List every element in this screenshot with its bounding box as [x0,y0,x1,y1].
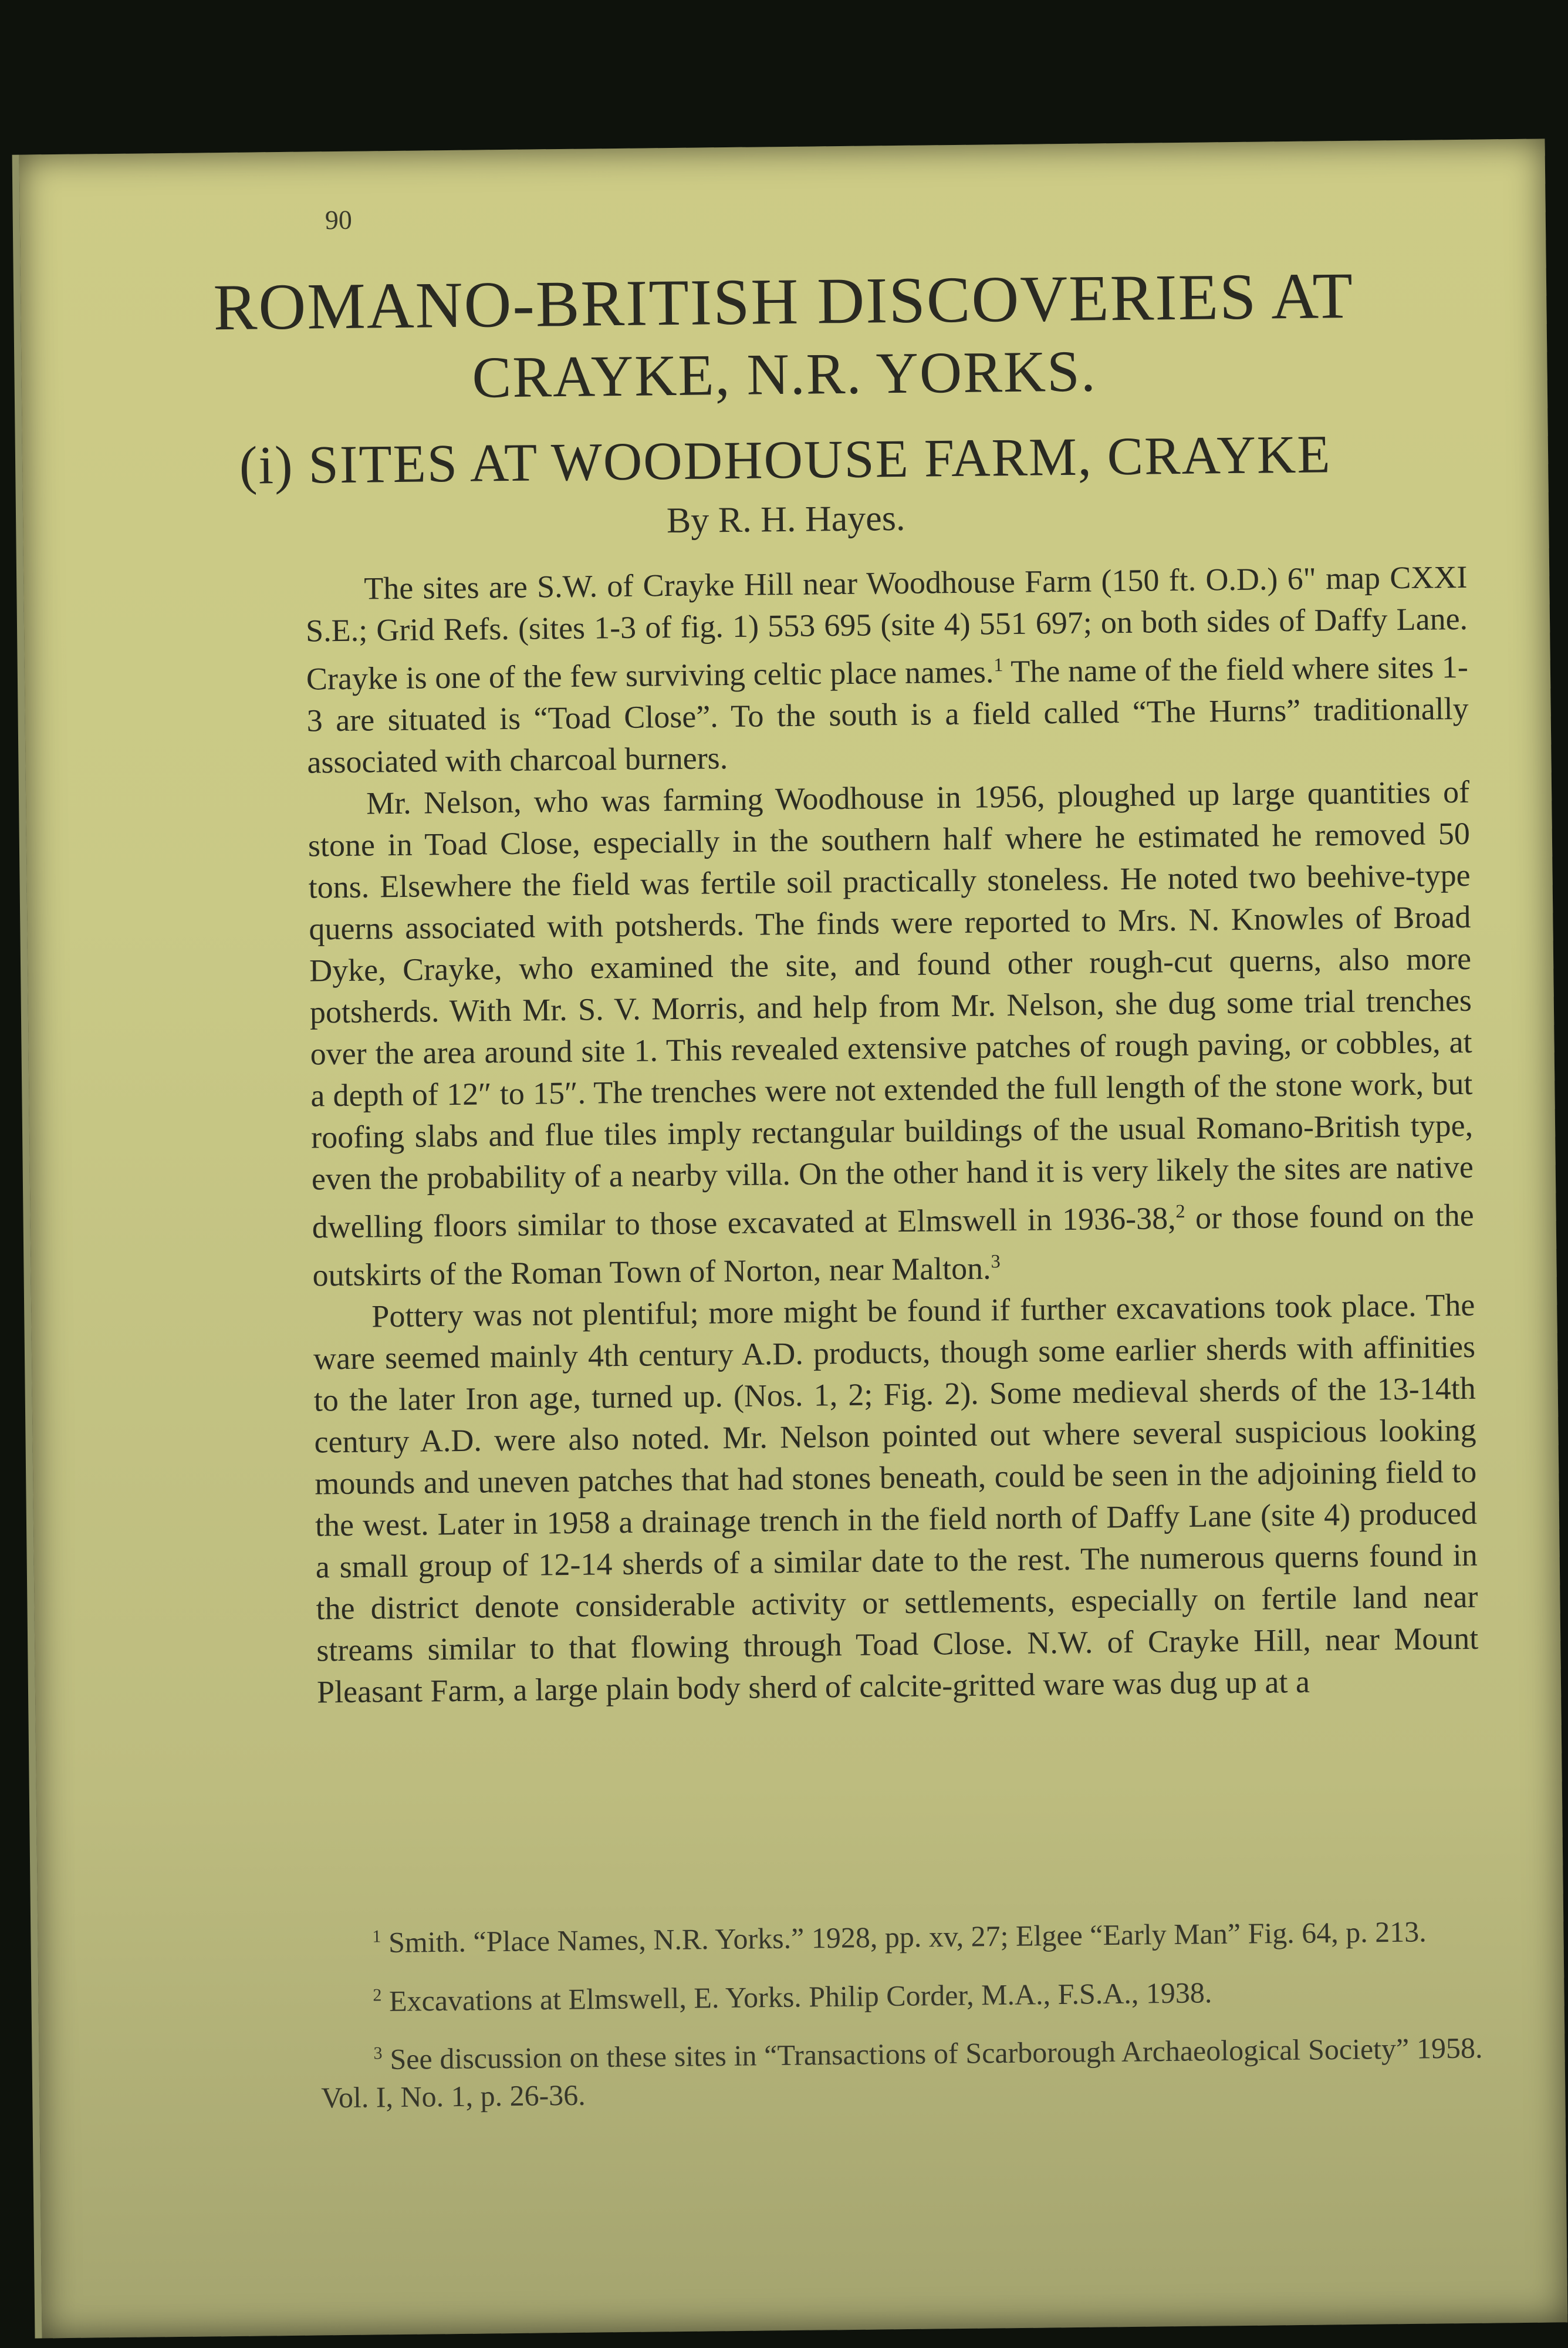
footnote-mark: 1 [372,1927,381,1946]
paragraph-text: The sites are S.W. of Crayke Hill near Woodhouse Farm (150 ft. O.D.) 6" map CXXI S.E.; Grid Refs. (sites 1-3 of fig. 1) 553 695 (site 4) 551 697; on both sides of Daffy Lane. Crayke is one of the few surviving celtic place names. [305,559,1468,697]
section-subtitle: (i) SITES AT WOODHOUSE FARM, CRAYKE [239,424,1332,495]
article-title-line-2: CRAYKE, N.R. YORKS. [471,338,1097,410]
footnote-text: See discussion on these sites in “Transactions of Scarborough Archaeological Society” 1958. Vol. I, No. 1, p. 26-36. [320,2031,1483,2114]
paragraph [313,1284,1479,1713]
paragraph [305,556,1469,784]
footnote-text: Excavations at Elmswell, E. Yorks. Philip Corder, M.A., F.S.A., 1938. [381,1975,1212,2018]
footnote [319,1907,1482,1962]
footnote [320,1965,1482,2020]
paragraph-text: The name of the field where sites 1-3 are situated is “Toad Close”. To the south is a field called “The Hurns” traditionally associated with charcoal burners. [306,649,1469,780]
article-title-line-1: ROMANO-BRITISH DISCOVERIES AT [212,259,1354,345]
page-number: 90 [325,204,353,235]
footnote [320,2023,1483,2116]
paragraph-text: Mr. Nelson, who was farming Woodhouse in 1956, ploughed up large quantities of stone in Toad Close, especially in the southern half where he estimated he removed 50 tons. Elsewhere the field was fertile soil practically stoneless. He noted two beehive-type querns associated with potsherds. The finds were reported to Mrs. N. Knowles of Broad Dyke, Crayke, who examined the site, and found other rough-cut querns, also more potsherds. With Mr. S. V. Morris, and help from Mr. Nelson, she dug some trial trenches over the area around site 1. This revealed extensive patches of rough paving, or cobbles, at a depth of 12″ to 15″. The trenches were not extended the full length of the stone work, but roofing slabs and flue tiles imply rectangular buildings of the usual Romano-British type, even the probability of a nearby villa. On the other hand it is very likely the sites are native dwelling floors similar to those excavated at Elmswell in 1936-38, [307,774,1474,1245]
footnote-mark: 3 [373,2043,383,2063]
footnote-reference: 1 [993,655,1003,676]
footnote-reference: 2 [1175,1200,1185,1223]
paragraph-text: or those found on the outskirts of the Roman Town of Norton, near Malton. [312,1197,1474,1293]
article-body [305,556,1479,1713]
book-page [12,139,1568,2338]
paragraph [307,771,1475,1297]
footnotes [319,1907,1483,2132]
footnote-text: Smith. “Place Names, N.R. Yorks.” 1928, pp. xv, 27; Elgee “Early Man” Fig. 64, p. 213. [381,1915,1427,1959]
footnote-mark: 2 [373,1985,382,2005]
footnote-reference: 3 [991,1251,1001,1273]
paragraph-text: Pottery was not plentiful; more might be found if further excavations took place. The ware seemed mainly 4th century A.D. products, though some earlier sherds with affinities to the later Iron age, turned up. (Nos. 1, 2; Fig. 2). Some medieval sherds of the 13-14th century A.D. were also noted. Mr. Nelson pointed out where several suspicious looking mounds and uneven patches that had stones beneath, could be seen in the adjoining field to the west. Later in 1958 a drainage trench in the field north of Daffy Lane (site 4) produced a small group of 12-14 sherds of a similar date to the rest. The numerous querns found in the district denote considerable activity or settlements, especially on fertile land near streams similar to that flowing through Toad Close. N.W. of Crayke Hill, near Mount Pleasant Farm, a large plain body sherd of calcite-gritted ware was dug up at a [313,1287,1479,1710]
author-byline: By R. H. Hayes. [666,498,905,541]
